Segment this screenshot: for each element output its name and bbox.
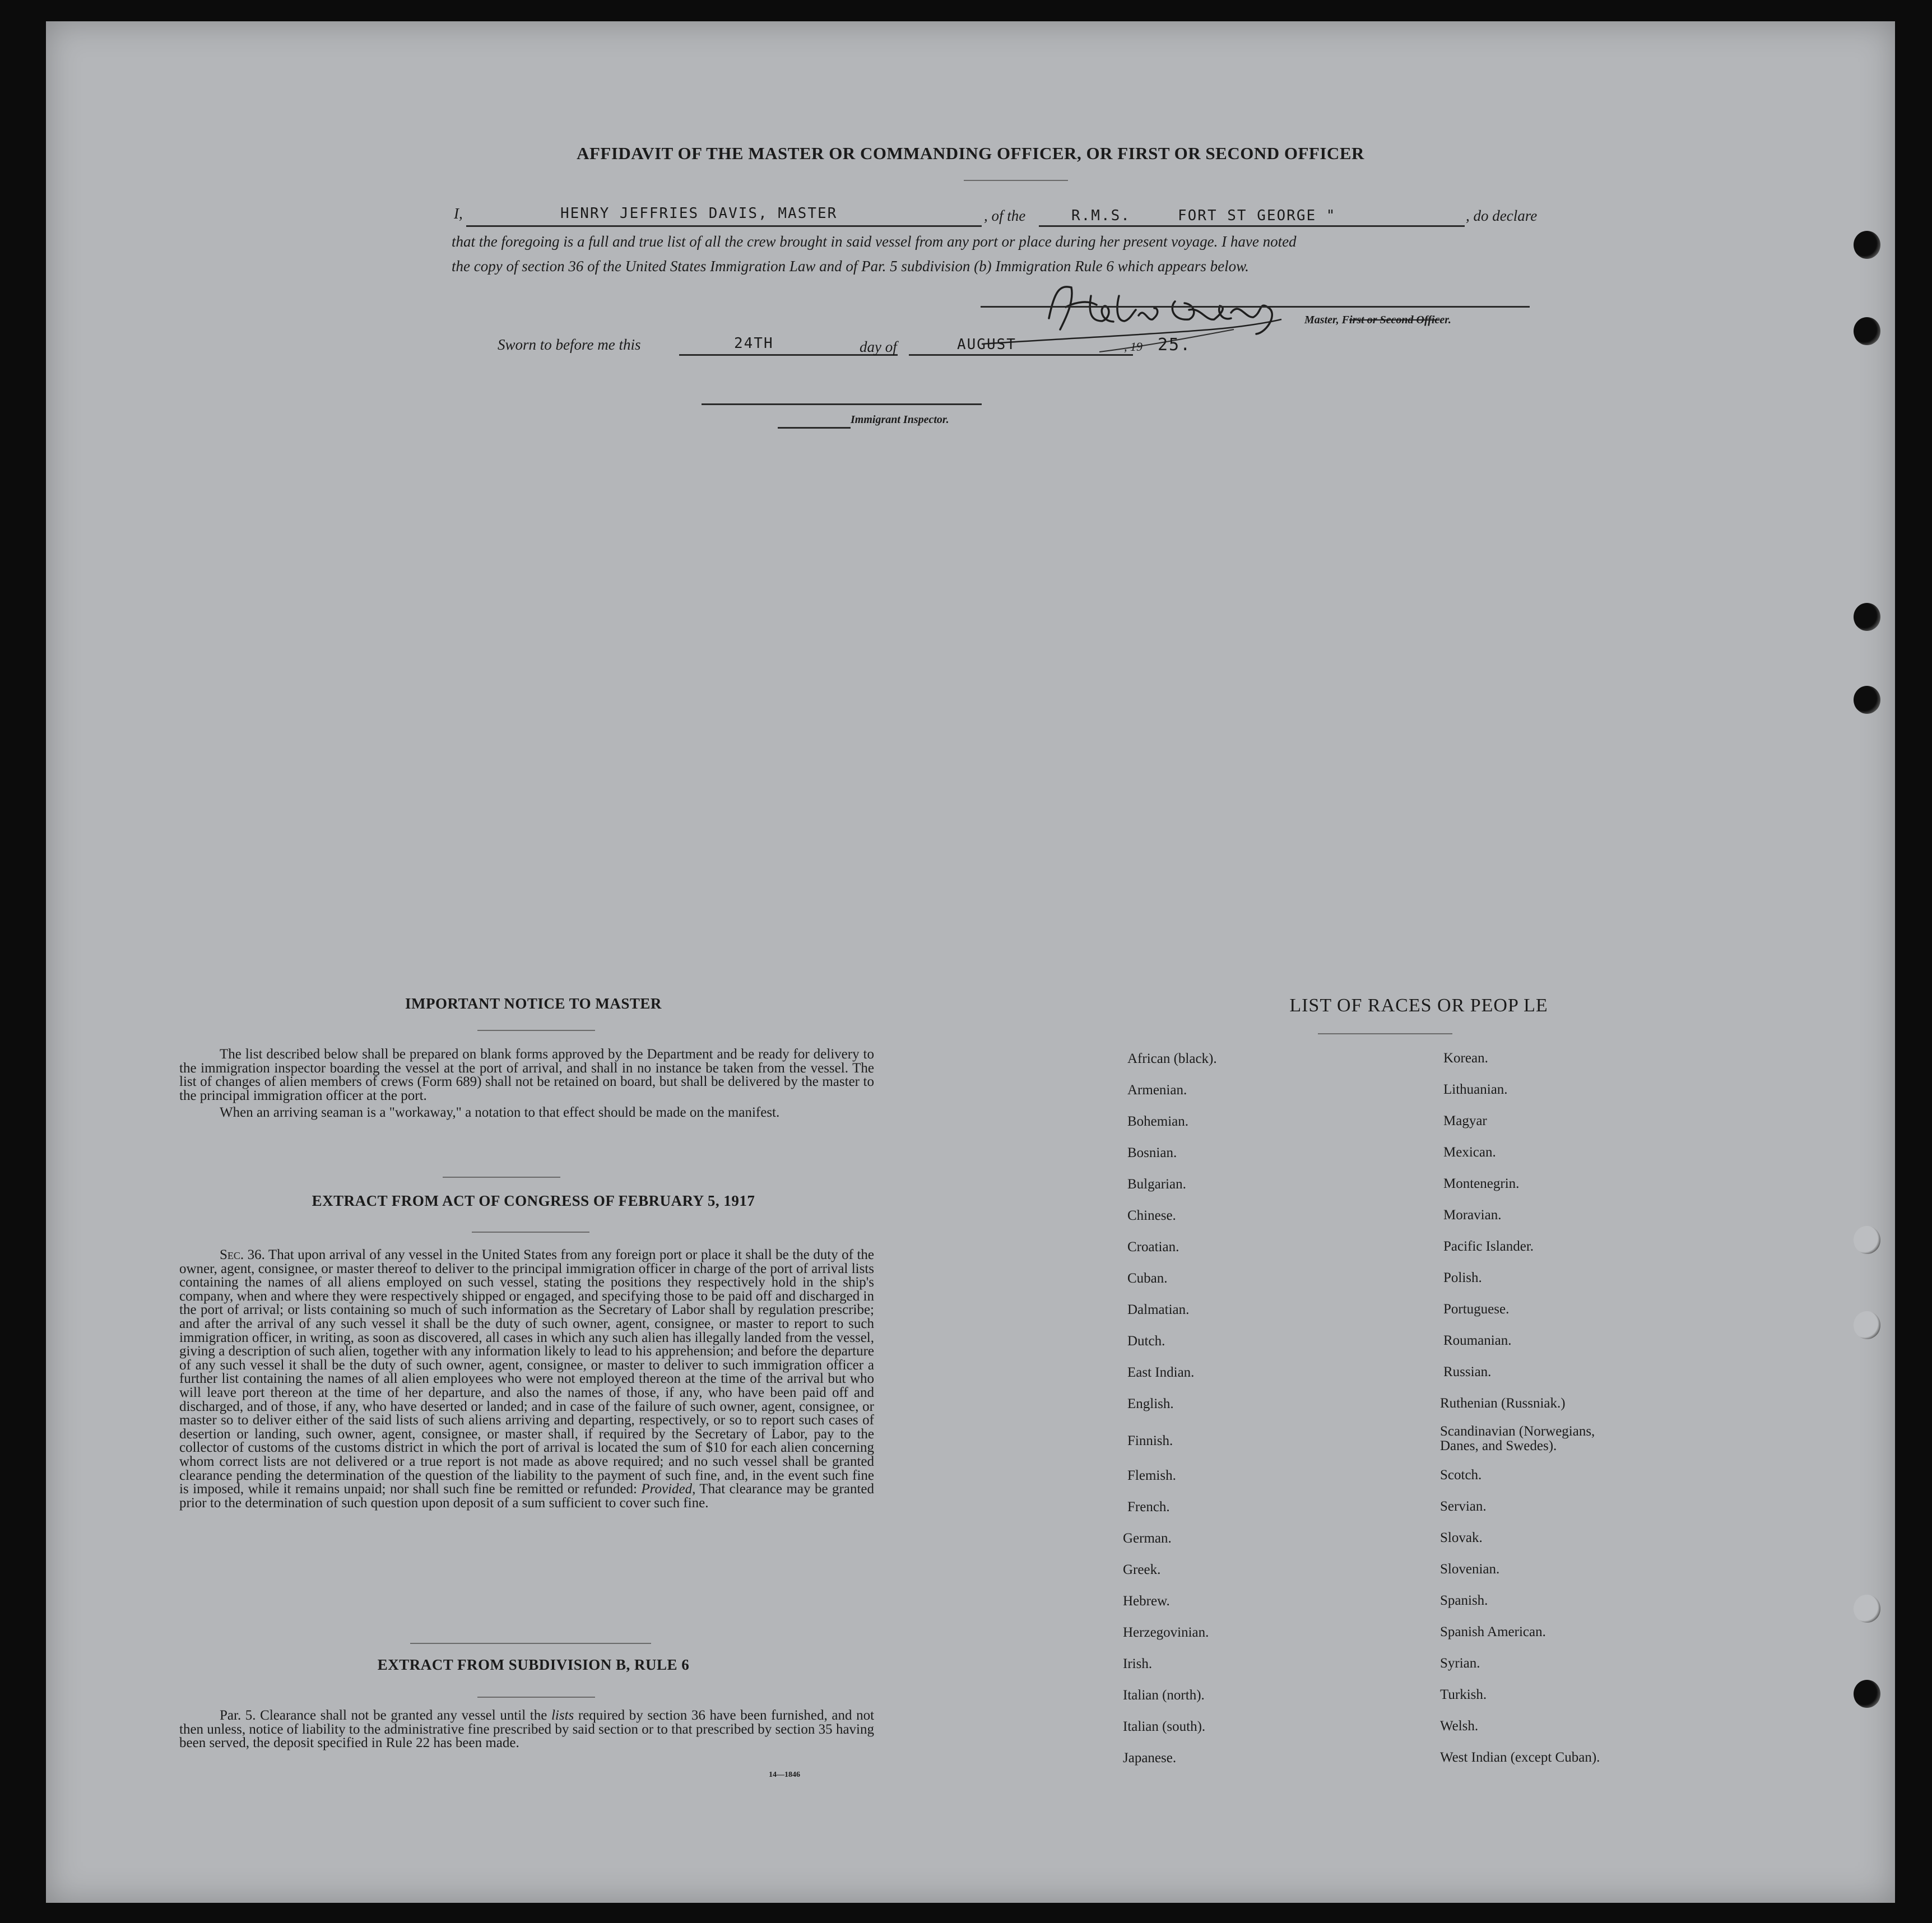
title-divider [964,180,1068,181]
race-left-item: Armenian. [1127,1083,1187,1098]
race-right-item: West Indian (except Cuban). [1440,1750,1600,1765]
race-left-item: Japanese. [1123,1750,1177,1766]
notice-end-divider [443,1177,560,1178]
race-left-item: Italian (north). [1123,1688,1205,1703]
race-left-item: Dutch. [1127,1334,1165,1349]
race-left-item: East Indian. [1127,1365,1195,1380]
vessel-name: FORT ST GEORGE " [1178,207,1336,224]
race-right-item: Scandinavian (Norwegians, Danes, and Swedes). [1440,1424,1595,1453]
affidavit-title: AFFIDAVIT OF THE MASTER OR COMMANDING OFFICER, OR FIRST OR SECOND OFFICER [577,143,1364,163]
binder-hole [1854,686,1880,714]
par-5-paragraph [179,1709,874,1750]
notice-paragraph-1 [179,1048,874,1103]
rule-extract-title: EXTRACT FROM SUBDIVISION B, RULE 6 [377,1656,690,1673]
master-name: HENRY JEFFRIES DAVIS, MASTER [560,205,838,222]
lists-word: lists [551,1708,574,1723]
par-5-text-end: required by section 36 have been furnished, and not then unless, notice of liability to the administrative fine prescribed by said section or to that prescribed by section 35 having been served, the deposit specified in Rule 22 has been made. [179,1708,875,1751]
do-declare-label: , do declare [1466,207,1538,224]
race-left-item: Hebrew. [1123,1594,1170,1609]
race-right-item: Scotch. [1440,1467,1482,1483]
binder-hole [1854,317,1880,345]
race-right-item: Ruthenian (Russniak.) [1440,1396,1566,1411]
race-right-item: Servian. [1440,1499,1487,1514]
sworn-prefix: Sworn to before me this [498,336,641,353]
form-number: 14—1846 [769,1771,800,1779]
act-extract-end-divider [410,1643,651,1644]
race-left-item: Flemish. [1127,1468,1176,1483]
vessel-line [1039,225,1465,227]
section-label: Sec. 36. [220,1247,265,1262]
race-left-item: English. [1127,1396,1174,1411]
binder-hole [1854,1311,1880,1339]
notice-title: IMPORTANT NOTICE TO MASTER [405,995,662,1012]
race-right-item: Korean. [1443,1051,1488,1066]
race-left-item: Dalmatian. [1127,1302,1190,1317]
line1-prefix: I, [454,205,463,222]
of-the-label: , of the [984,207,1026,224]
race-right-item: Turkish. [1440,1687,1487,1702]
binder-hole [1854,1680,1880,1708]
races-divider [1318,1033,1452,1034]
notice-paragraph-1-text: The list described below shall be prepared on blank forms approved by the Department and be ready for delivery to the immigration inspector boarding the vessel at the port of arrival, and shall in no instance be taken from the vessel. The list of changes of alien members of crews (Form 689) shall not be retained on board, but shall be delivered by the master to the principal immigration officer at the port. [179,1047,874,1103]
year-prefix: , 19 [1124,340,1143,354]
inspector-signature-line [702,403,982,405]
race-left-item: Irish. [1123,1656,1153,1671]
rule-extract-divider [477,1697,595,1698]
notice-paragraph-2 [179,1106,874,1120]
binder-hole [1854,231,1880,259]
section-36-text: That upon arrival of any vessel in the United States from any foreign port or place it shall be the duty of the owner, agent, consignee, or master thereof to deliver to the principal immigration officer in charge of the port of arrival lists containing the names of all aliens employed on such vessel, stating the positions they respectively hold in the ship's company, when and where they were respectively shipped or engaged, and specifying those to be paid off and discharged in the port of arrival; or lists containing so much of such information as the Secretary of Labor shall by regulation prescribe; and after the arrival of any such vessel it shall be the duty of such owner, agent, consignee, or master to report to such immigration officer, in writing, as soon as discovered, all cases in which any such alien has illegally landed from the vessel, giving a description of such alien, together with any information likely to lead to his apprehension; and before the departure of any such vessel it shall be the duty of such owner, agent, consignee, or master to deliver to such immigration officer a further list containing the names of all alien employees who were not employed thereon at the time of the arrival but who will leave port thereon at the time of her departure, and also the names of those, if any, who have been paid off and discharged, and of those, if any, who have deserted or landed; and in case of the failure of such owner, agent, consignee, or master so to deliver either of the said lists of such aliens arriving and departing, respectively, or so to report such cases of desertion or landing, such owner, agent, consignee, or master shall, if required by the Secretary of Labor, pay to the collector of customs of the customs district in which the port of arrival is located the sum of $10 for each alien concerning whom correct lists are not delivered or a true report is not made as above required; and no such vessel shall be granted clearance pending the determination of the question of the liability to the payment of such fine, and, in the event such fine is imposed, while it remains unpaid; nor shall such fine be remitted or refunded: [179,1247,874,1497]
race-right-item: Polish. [1443,1270,1482,1285]
sworn-month: AUGUST [957,336,1016,353]
day-of-label: day of [860,338,897,355]
race-left-item: Cuban. [1127,1271,1168,1286]
act-extract-divider [472,1232,589,1233]
inspector-label: Immigrant Inspector. [851,414,949,426]
declaration-line-2: that the foregoing is a full and true list of all the crew brought in said vessel from any port or place during her present voyage. I have noted [452,233,1297,250]
section-36-text-end: That clearance may be granted prior to the determination of such question upon deposit of a sum sufficient to cover such fine. [179,1481,874,1511]
inspector-label-line [778,427,851,429]
signature-caption-start: Master, F [1304,314,1350,326]
race-right-item: Moravian. [1443,1207,1502,1223]
vessel-prefix: R.M.S. [1071,207,1131,224]
section-36-paragraph [179,1248,874,1510]
race-right-item: Roumanian. [1443,1333,1512,1348]
race-right-item: Magyar [1443,1113,1487,1128]
race-right-item: Portuguese. [1443,1302,1510,1317]
signature-caption [1304,314,1451,327]
race-right-item: Slovak. [1440,1530,1483,1545]
act-extract-body [179,1248,874,1510]
race-right-item: Pacific Islander. [1443,1239,1534,1254]
races-title: LIST OF RACES OR PEOP LE [1289,995,1548,1016]
race-left-item: German. [1123,1531,1172,1546]
signature-caption-end: er. [1439,314,1451,326]
race-right-item: Mexican. [1443,1145,1496,1160]
race-left-item: Bosnian. [1127,1145,1177,1160]
race-right-item: Slovenian. [1440,1562,1500,1577]
race-left-item: Bohemian. [1127,1114,1189,1129]
provided-word: Provided, [641,1481,696,1497]
race-left-item: Chinese. [1127,1208,1176,1223]
signature-caption-struck: irst or Second Offic [1349,314,1440,326]
binder-hole [1854,1226,1880,1254]
binder-hole [1854,1595,1880,1623]
race-right-item: Welsh. [1440,1718,1479,1734]
year-suffix: 25. [1158,335,1192,355]
sworn-day: 24TH [734,335,774,352]
notice-paragraph-2-text: When an arriving seaman is a "workaway," a notation to that effect should be made on the manifest. [220,1105,780,1121]
race-left-item: Croatian. [1127,1239,1179,1255]
par-5-text-start: Par. 5. Clearance shall not be granted any vessel until the [220,1708,547,1723]
race-left-item: Finnish. [1127,1433,1173,1448]
race-right-item: Syrian. [1440,1656,1480,1671]
form-page [46,21,1895,1903]
race-left-item: Bulgarian. [1127,1177,1186,1192]
notice-body [179,1048,874,1120]
race-right-item: Russian. [1443,1364,1492,1379]
race-right-item: Lithuanian. [1443,1082,1508,1097]
race-right-item: Spanish. [1440,1593,1488,1608]
signature-line [981,306,1530,308]
race-left-item: Greek. [1123,1562,1161,1577]
declaration-line-3: the copy of section 36 of the United States Immigration Law and of Par. 5 subdivision (b) Immigration Rule 6 which appears below. [452,258,1249,275]
race-left-item: Herzegovinian. [1123,1625,1209,1640]
notice-divider [477,1030,595,1031]
act-extract-title: EXTRACT FROM ACT OF CONGRESS OF FEBRUARY 5, 1917 [312,1192,755,1209]
race-left-item: French. [1127,1499,1170,1515]
rule-extract-body [179,1709,874,1750]
race-left-item: African (black). [1127,1051,1217,1066]
sworn-month-line [909,354,1133,356]
master-name-line [466,225,982,227]
binder-hole [1854,603,1880,631]
race-right-item: Spanish American. [1440,1624,1546,1639]
race-left-item: Italian (south). [1123,1719,1206,1734]
race-right-item: Montenegrin. [1443,1176,1520,1191]
